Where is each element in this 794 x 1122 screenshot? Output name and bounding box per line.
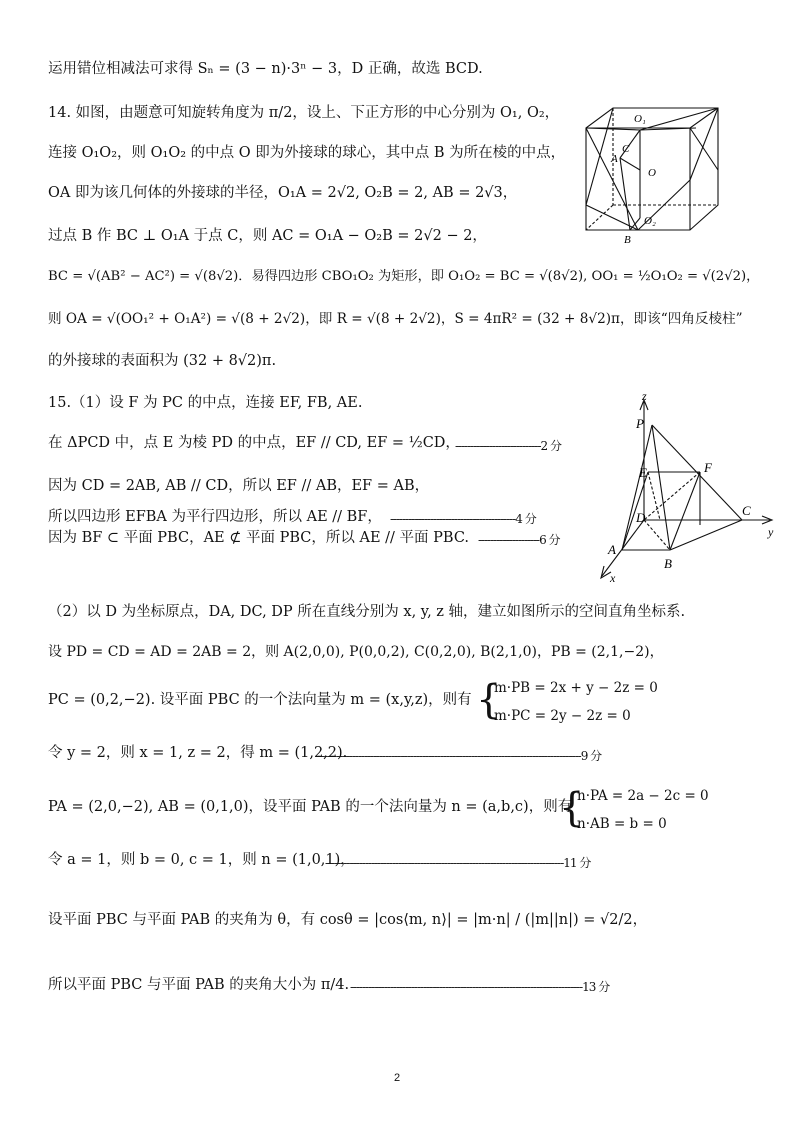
line-7: 则 OA = √(OO₁² + O₁A²) = √(8 + 2√2)，即 R = √(8 + 2√2)，S = 4πR² = (32 + 8√2)π，即该“四角反棱柱” bbox=[48, 311, 743, 327]
page-number: 2 bbox=[393, 1072, 401, 1084]
label-F: F bbox=[704, 460, 712, 475]
system-pbc-eq1: m·PB = 2x + y − 2z = 0 bbox=[494, 680, 658, 696]
system-pbc-eq2: m·PC = 2y − 2z = 0 bbox=[494, 708, 631, 724]
label-C: C bbox=[622, 143, 630, 155]
q15-line-4: 所以四边形 EFBA 为平行四边形，所以 AE // BF， bbox=[48, 509, 382, 525]
score-mark-11: ------------------------------------------------------------------------------11 分 bbox=[325, 856, 591, 870]
q15-part2-line-8: 所以平面 PBC 与平面 PAB 的夹角大小为 π/4. bbox=[48, 977, 350, 993]
line-5: 过点 B 作 BC ⊥ O₁A 于点 C，则 AC = O₁A − O₂B = 2√2 − 2， bbox=[48, 228, 487, 244]
label-B: B bbox=[624, 234, 631, 246]
label-D: D bbox=[636, 510, 646, 525]
system-pab-eq1: n·PA = 2a − 2c = 0 bbox=[577, 788, 709, 804]
q15-part2-line-4: 令 y = 2，则 x = 1, z = 2，得 m = (1,2,2). bbox=[48, 745, 348, 761]
score-mark-2: ----------------------------2 分 bbox=[455, 439, 561, 453]
line-4: OA 即为该几何体的外接球的半径，O₁A = 2√2, O₂B = 2, AB = 2√3， bbox=[48, 185, 518, 201]
system-brace-pbc: { bbox=[476, 677, 502, 723]
label-O1: O₁ bbox=[634, 113, 646, 125]
line-3: 连接 O₁O₂，则 O₁O₂ 的中点 O 即为外接球的球心，其中点 B 为所在棱的中点， bbox=[48, 145, 566, 161]
label-E: E bbox=[639, 465, 647, 480]
line-1: 运用错位相减法可求得 Sₙ = (3 − n)·3ⁿ − 3，D 正确，故选 BCD. bbox=[48, 61, 483, 77]
axis-label-z: z bbox=[642, 390, 647, 403]
label-B: B bbox=[664, 556, 672, 571]
q15-part2-line-3: PC = (0,2,−2). 设平面 PBC 的一个法向量为 m = (x,y,z)，则有 bbox=[48, 692, 472, 708]
label-A: A bbox=[611, 153, 618, 165]
label-O: O bbox=[648, 167, 656, 179]
line-8: 的外接球的表面积为 (32 + 8√2)π. bbox=[48, 353, 277, 369]
label-C: C bbox=[742, 503, 751, 518]
antiprism-figure bbox=[578, 100, 728, 248]
q15-line-1: 15.（1）设 F 为 PC 的中点，连接 EF, FB, AE. bbox=[48, 395, 363, 411]
q15-part2-line-5: PA = (2,0,−2), AB = (0,1,0)，设平面 PAB 的一个法向量为 n = (a,b,c)，则有 bbox=[48, 799, 573, 815]
axis-label-y: y bbox=[768, 525, 774, 539]
line-6: BC = √(AB² − AC²) = √(8√2)．易得四边形 CBO₁O₂ 为矩形，即 O₁O₂ = BC = √(8√2), OO₁ = ½O₁O₂ = √(2√2)， bbox=[48, 269, 760, 284]
score-mark-6: --------------------6 分 bbox=[478, 533, 560, 547]
score-mark-13: ----------------------------------------------------------------------------13 分 bbox=[350, 980, 610, 994]
q15-part2-line-2: 设 PD = CD = AD = 2AB = 2，则 A(2,0,0), P(0,0,2), C(0,2,0), B(2,1,0)，PB = (2,1,−2)， bbox=[48, 644, 664, 660]
axis-label-x: x bbox=[610, 571, 616, 585]
label-A: A bbox=[608, 542, 616, 557]
score-mark-4: -----------------------------------------4 分 bbox=[390, 512, 536, 526]
q15-line-2: 在 ΔPCD 中，点 E 为棱 PD 的中点，EF // CD, EF = ½CD， bbox=[48, 435, 460, 451]
line-2: 14. 如图，由题意可知旋转角度为 π/2，设上、下正方形的中心分别为 O₁, O₂， bbox=[48, 105, 560, 121]
q15-line-3: 因为 CD = 2AB, AB // CD，所以 EF // AB，EF = AB， bbox=[48, 478, 430, 494]
pyramid-coordinate-figure bbox=[592, 390, 782, 590]
score-mark-9: --------------------------------------------------------------------------------------9 分 bbox=[318, 749, 602, 763]
system-pab-eq2: n·AB = b = 0 bbox=[577, 816, 667, 832]
label-P: P bbox=[636, 416, 644, 431]
q15-part2-line-6: 令 a = 1，则 b = 0, c = 1，则 n = (1,0,1)， bbox=[48, 852, 355, 868]
label-O2: O₂ bbox=[644, 215, 656, 227]
system-brace-pab: { bbox=[559, 785, 585, 831]
q15-part2-line-1: （2）以 D 为坐标原点，DA, DC, DP 所在直线分别为 x, y, z 轴，建立如图所示的空间直角坐标系. bbox=[48, 604, 686, 620]
q15-part2-line-7: 设平面 PBC 与平面 PAB 的夹角为 θ，有 cosθ = |cos⟨m, n⟩| = |m·n| / (|m||n|) = √2/2， bbox=[48, 912, 648, 928]
q15-line-5: 因为 BF ⊂ 平面 PBC，AE ⊄ 平面 PBC，所以 AE // 平面 PBC. bbox=[48, 530, 470, 546]
